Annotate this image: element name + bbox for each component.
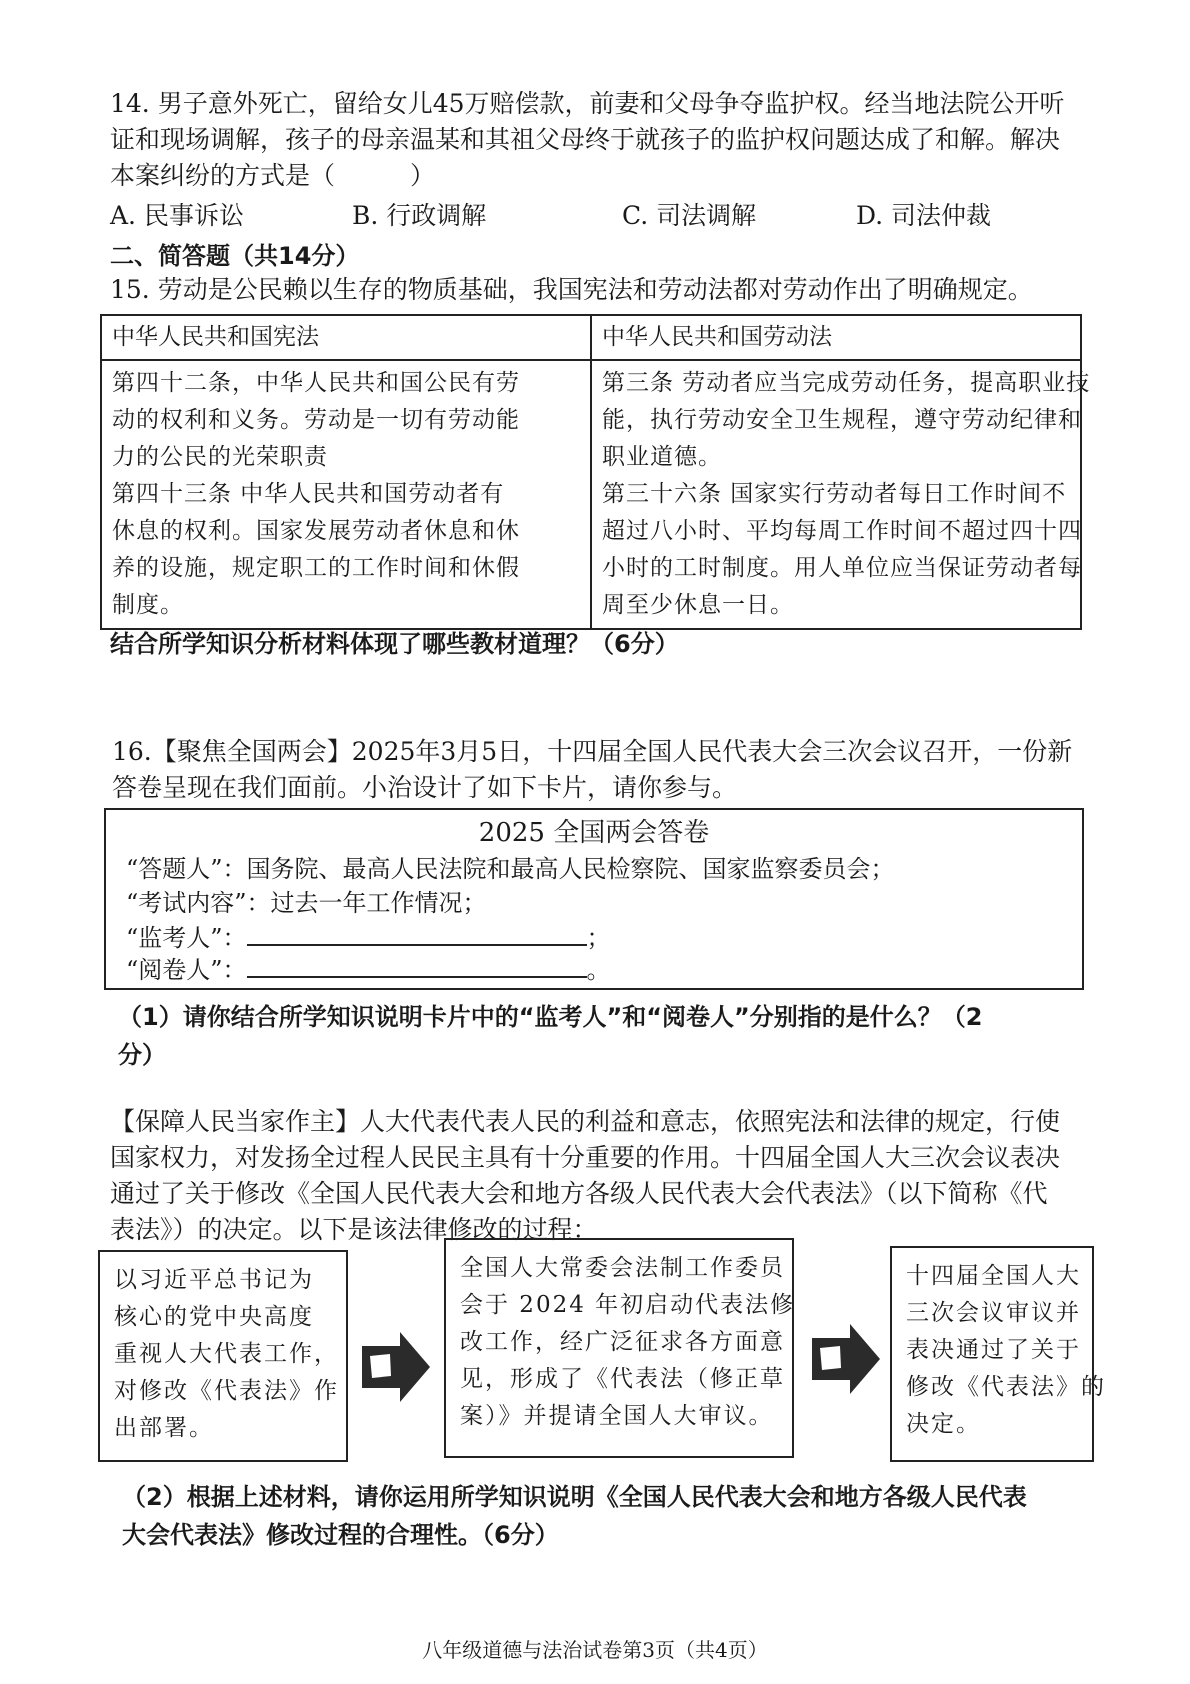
q14-option-b[interactable]: B. 行政调解 [352,201,487,230]
para-line-2: 国家权力，对发扬全过程人民民主具有十分重要的作用。十四届全国人大三次会议表决 [110,1143,1061,1172]
flow-step-3-line: 决定。 [906,1411,981,1437]
q14-stem-line-3: 本案纠纷的方式是（ ） [110,161,436,190]
flow-step-2-line: 会于 2024 年初启动代表法修 [460,1292,796,1318]
constitution-cell [101,360,591,629]
card-row-proctor [126,920,611,955]
flow-step-1-line: 对修改《代表法》作 [114,1378,339,1404]
flow-step-3-line: 十四届全国人大 [906,1263,1081,1289]
para-line-4: 表法》）的决定。以下是该法律修改的过程： [110,1215,598,1244]
grader-punct: 。 [586,956,611,984]
q14-options [110,198,1070,234]
constitution-line: 力的公民的光荣职责 [112,444,328,470]
q16-sub1 [118,998,983,1074]
q16-sub1-line-2: 分） [118,1041,166,1069]
page-footer: 八年级道德与法治试卷第3页（共4页） [422,1638,768,1662]
constitution-line: 动的权利和义务。劳动是一切有劳动能 [112,407,520,433]
card-row-grader [126,952,611,987]
constitution-line: 第四十三条 中华人民共和国劳动者有 [112,481,505,507]
grader-answer-blank[interactable] [247,952,587,978]
question-14 [110,86,1070,194]
q15-stem: 15. 劳动是公民赖以生存的物质基础，我国宪法和劳动法都对劳动作出了明确规定。 [110,275,1033,304]
card-title: 2025 全国两会答卷 [478,818,710,848]
q16-sub2-line-1: （2）根据上述材料，请你运用所学知识说明《全国人民代表大会和地方各级人民代表 [122,1483,1027,1511]
grader-label: “阅卷人”： [126,956,247,984]
constitution-line: 制度。 [112,592,184,618]
q16-intro-line-1: 16.【聚焦全国两会】2025年3月5日，十四届全国人民代表大会三次会议召开，一份新 [112,737,1073,766]
labor-law-line: 小时的工时制度。用人单位应当保证劳动者每 [602,555,1082,581]
constitution-line: 第四十二条，中华人民共和国公民有劳 [112,370,520,396]
q16-sub2 [122,1478,1027,1554]
flow-step-1-line: 出部署。 [114,1415,214,1441]
labor-law-line: 第三条 劳动者应当完成劳动任务，提高职业技 [602,370,1091,396]
flow-step-3-line: 表决通过了关于 [906,1337,1081,1363]
flow-step-3 [890,1246,1106,1462]
flow-step-2-line: 案）》并提请全国人大审议。 [460,1403,774,1429]
flow-step-2 [444,1238,794,1458]
q16-sub2-line-2: 大会代表法》修改过程的合理性。（6分） [122,1521,559,1549]
q14-option-a[interactable]: A. 民事诉讼 [110,201,244,230]
para-line-3: 通过了关于修改《全国人民代表大会和地方各级人民代表大会代表法》（以下简称《代 [110,1179,1048,1208]
answer-card [104,808,1084,990]
q14-stem-line-2: 证和现场调解，孩子的母亲温某和其祖父母终于就孩子的监护权问题达成了和解。解决 [110,125,1061,154]
law-comparison-table [100,314,1091,630]
labor-law-line: 能，执行劳动安全卫生规程，遵守劳动纪律和 [602,407,1082,433]
flow-arrow-1-icon [360,1330,432,1404]
labor-law-line: 职业道德。 [602,444,722,470]
constitution-line: 养的设施，规定职工的工作时间和休假 [112,555,520,581]
q16-intro-line-2: 答卷呈现在我们面前。小治设计了如下卡片，请你参与。 [112,773,738,802]
q15-question: 结合所学知识分析材料体现了哪些教材道理？（6分） [110,630,679,658]
flow-step-1-line: 以习近平总书记为 [114,1267,314,1293]
flow-step-3-line: 三次会议审议并 [906,1300,1081,1326]
q14-option-c[interactable]: C. 司法调解 [622,201,757,230]
flow-step-3-line: 修改《代表法》的 [906,1374,1106,1400]
table-header-constitution: 中华人民共和国宪法 [101,315,591,360]
para-line-1: 【保障人民当家作主】人大代表代表人民的利益和意志，依照宪法和法律的规定，行使 [110,1107,1061,1136]
q14-option-d[interactable]: D. 司法仲裁 [856,201,992,230]
q16-intro [112,734,1072,806]
section-2-heading: 二、简答题（共14分） [110,242,360,270]
constitution-line: 休息的权利。国家发展劳动者休息和休 [112,518,520,544]
flow-step-1 [98,1250,348,1462]
labor-law-line: 超过八小时、平均每周工作时间不超过四十四 [602,518,1082,544]
labor-law-line: 周至少休息一日。 [602,592,794,618]
labor-law-line: 第三十六条 国家实行劳动者每日工作时间不 [602,481,1067,507]
q14-stem-line-1: 14. 男子意外死亡，留给女儿45万赔偿款，前妻和父母争夺监护权。经当地法院公开听 [110,89,1065,118]
flow-step-1-line: 核心的党中央高度 [114,1304,314,1330]
flow-arrow-2-icon [810,1322,882,1396]
proctor-answer-blank[interactable] [247,920,587,946]
flow-step-2-line: 改工作，经广泛征求各方面意 [460,1329,785,1355]
flow-step-1-line: 重视人大代表工作， [114,1341,339,1367]
proctor-punct: ； [586,924,611,952]
flow-step-2-line: 全国人大常委会法制工作委员 [460,1255,785,1281]
flow-step-2-line: 见，形成了《代表法（修正草 [460,1366,785,1392]
q16-material-paragraph [110,1104,1060,1248]
card-row-respondents: “答题人”：国务院、最高人民法院和最高人民检察院、国家监察委员会； [126,855,895,883]
q16-sub1-line-1: （1）请你结合所学知识说明卡片中的“监考人”和“阅卷人”分别指的是什么？（2 [118,1003,983,1031]
card-row-exam-content: “考试内容”：过去一年工作情况； [126,889,487,917]
table-header-labor-law: 中华人民共和国劳动法 [591,315,1081,360]
proctor-label: “监考人”： [126,924,247,952]
labor-law-cell [591,360,1091,629]
